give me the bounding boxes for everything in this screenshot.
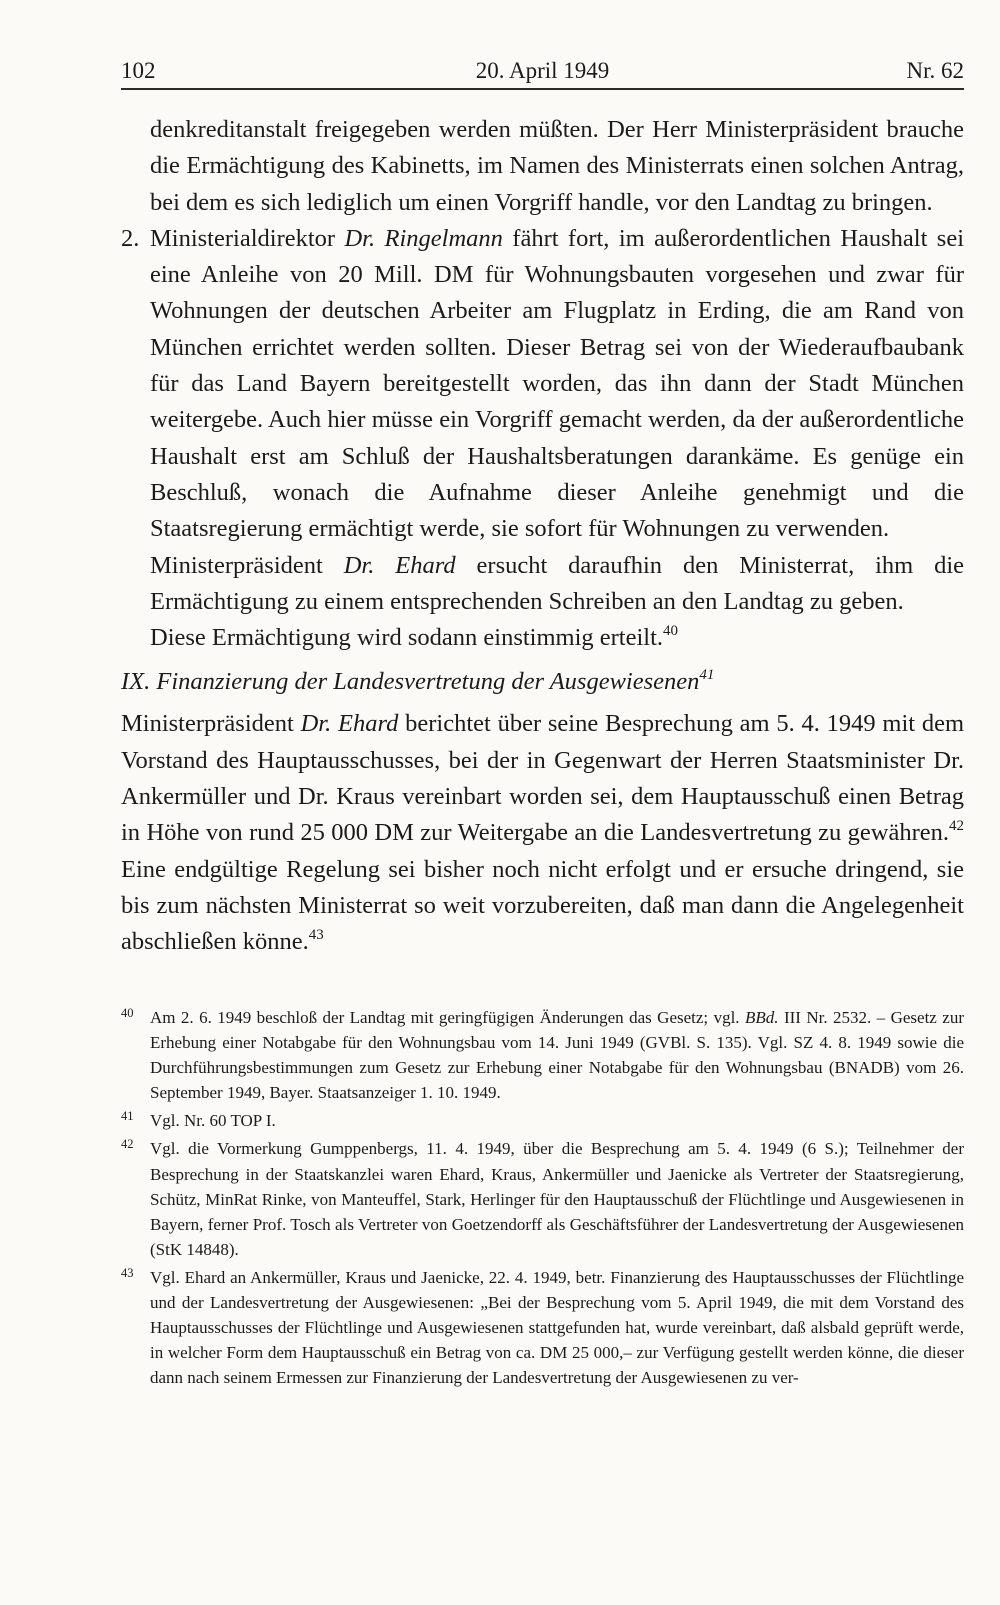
- footnote-text: Vgl. Nr. 60 TOP I.: [150, 1111, 276, 1131]
- speaker-title: Dr.: [344, 224, 376, 252]
- footnote-ref: 41: [699, 667, 715, 684]
- paragraph-text: Diese Ermächtigung wird sodann einstimmig erteilt.: [150, 624, 664, 652]
- footnote-43: [121, 1265, 964, 1390]
- item-text: fährt fort, im außerordentlichen Haushalt sei eine Anleihe von 20 Mill. DM für Wohnungsbauten vorgesehen und zwar für Wohnungen der deutschen Arbeiter am Flugplatz in Erding, die am Rand von München errichtet werden sollten. Dieser Betrag sei von der Wiederaufbaubank für das Land Bayern bereitgestellt worden, das ihn dann der Stadt München weitergebe. Auch hier müsse ein Vorgriff gemacht werden, da der außerordentliche Haushalt erst am Schluß der Haushaltsberatungen darankäme. Es genüge ein Beschluß, wonach die Aufnahme dieser Anleihe genehmigt und die Staatsregierung ermächtigt werde, sie sofort für Wohnungen zu verwenden.: [150, 224, 965, 543]
- heading-text: IX. Finanzierung der Landesvertretung der Ausgewiesenen: [121, 668, 700, 696]
- footnote-text: III Nr. 2532. – Gesetz zur Erhebung einer Notabgabe für den Wohnungsbau vom 14. Juni 1949 (GVBl. S. 135). Vgl. SZ 4. 8. 1949 sowie die Durchführungsbestimmungen zum Gesetz zur Erhebung einer Notabgabe für den Wohnungsbau (BNADB) vom 26. September 1949, Bayer. Staatsanzeiger 1. 10. 1949.: [150, 1008, 964, 1103]
- speaker-title: Dr.: [300, 710, 332, 738]
- header-date: 20. April 1949: [475, 58, 610, 83]
- footnotes: [121, 1005, 964, 1393]
- footnote-number: 42: [121, 1137, 134, 1152]
- footnote-number: 41: [121, 1109, 134, 1124]
- footnote-italic-ref: BBd.: [744, 1008, 779, 1027]
- header-page-number: 102: [121, 58, 156, 83]
- paragraph-text: Eine endgültige Regelung sei bisher noch nicht erfolgt und er ersuche dringend, sie bis zum nächsten Ministerrat so weit vorzubereiten, daß man dann die Angelegenheit abschließen könne.: [121, 855, 964, 956]
- section-heading: [121, 664, 964, 700]
- paragraph-continuation: denkreditanstalt freigegeben werden müßten. Der Herr Ministerpräsident brauche die Ermächtigung des Kabinetts, im Namen des Ministerrats einen solchen Antrag, bei dem es sich lediglich um einen Vorgriff handle, vor den Landtag zu bringen.: [150, 116, 964, 216]
- speaker-role: Ministerpräsident: [121, 710, 294, 738]
- paragraph-text: berichtet über seine Besprechung am 5. 4. 1949 mit dem Vorstand des Hauptausschusses, bei der in Gegenwart der Herren Staatsminister Dr. Ankermüller und Dr. Kraus vereinbart worden sei, dem Hauptausschuß einen Betrag in Höhe von rund 25 000 DM zur Weitergabe an die Landesvertretung zu gewähren.: [121, 710, 965, 847]
- speaker-title: Dr.: [343, 551, 375, 579]
- paragraph-ehard-request: [121, 548, 964, 621]
- footnote-number: 40: [121, 1006, 134, 1020]
- footnote-42: [121, 1136, 964, 1261]
- paragraph-decision: [121, 620, 964, 656]
- paragraph-report: [121, 706, 964, 960]
- main-text: [121, 112, 964, 961]
- footnote-text: Vgl. Ehard an Ankermüller, Kraus und Jaenicke, 22. 4. 1949, betr. Finanzierung des Hauptausschusses der Flüchtlinge und der Landesvertretung der Ausgewiesenen: „Bei der Besprechung vom 5. April 1949, die mit dem Vorstand des Hauptausschusses der Flüchtlinge und Ausgewiesenen stattgefunden hat, wurde vereinbart, daß alsbald geprüft werde, in welcher Form dem Hauptausschuß ein Betrag von ca. DM 25 000,– zur Verfügung gestellt werden könne, die dieser dann nach seinem Ermessen zur Finanzierung der Landesvertretung der Ausgewiesenen zu ver-: [150, 1267, 964, 1388]
- agenda-item-2: [121, 221, 964, 548]
- speaker-name: Ehard: [338, 710, 399, 738]
- footnote-text: Vgl. die Vormerkung Gumppenbergs, 11. 4. 1949, über die Besprechung am 5. 4. 1949 (6 S.); Teilnehmer der Besprechung in der Staatskanzlei waren Ehard, Kraus, Ankermüller und Jaenicke als Vertreter der Staatsregierung, Schütz, MinRat Rinke, von Manteuffel, Stark, Herlinger für den Hauptausschuß der Flüchtlinge und Ausgewiesenen in Bayern, ferner Prof. Tosch als Vertreter von Goetzendorff als Geschäftsführer der Landesvertretung der Ausgewiesenen (StK 14848).: [150, 1139, 964, 1259]
- footnote-ref: 43: [308, 927, 324, 944]
- footnote-text: Am 2. 6. 1949 beschloß der Landtag mit geringfügigen Änderungen das Gesetz; vgl.: [150, 1008, 740, 1027]
- footnote-number: 43: [121, 1265, 134, 1280]
- paragraph-text: ersucht daraufhin den Ministerrat, ihm die Ermächtigung zu einem entsprechenden Schreiben an den Landtag zu geben.: [150, 551, 965, 615]
- footnote-ref: 40: [663, 623, 679, 640]
- speaker-name: Ringelmann: [384, 224, 503, 252]
- header-issue-number: Nr. 62: [906, 58, 964, 83]
- footnote-ref: 42: [949, 818, 964, 835]
- footnote-40: [121, 1005, 964, 1105]
- footnote-41: [121, 1108, 964, 1133]
- running-header: [121, 54, 964, 90]
- item-number: 2.: [121, 224, 140, 252]
- speaker-role: Ministerpräsident: [150, 551, 323, 579]
- speaker-name: Ehard: [395, 551, 456, 579]
- speaker-role: Ministerialdirektor: [150, 224, 336, 252]
